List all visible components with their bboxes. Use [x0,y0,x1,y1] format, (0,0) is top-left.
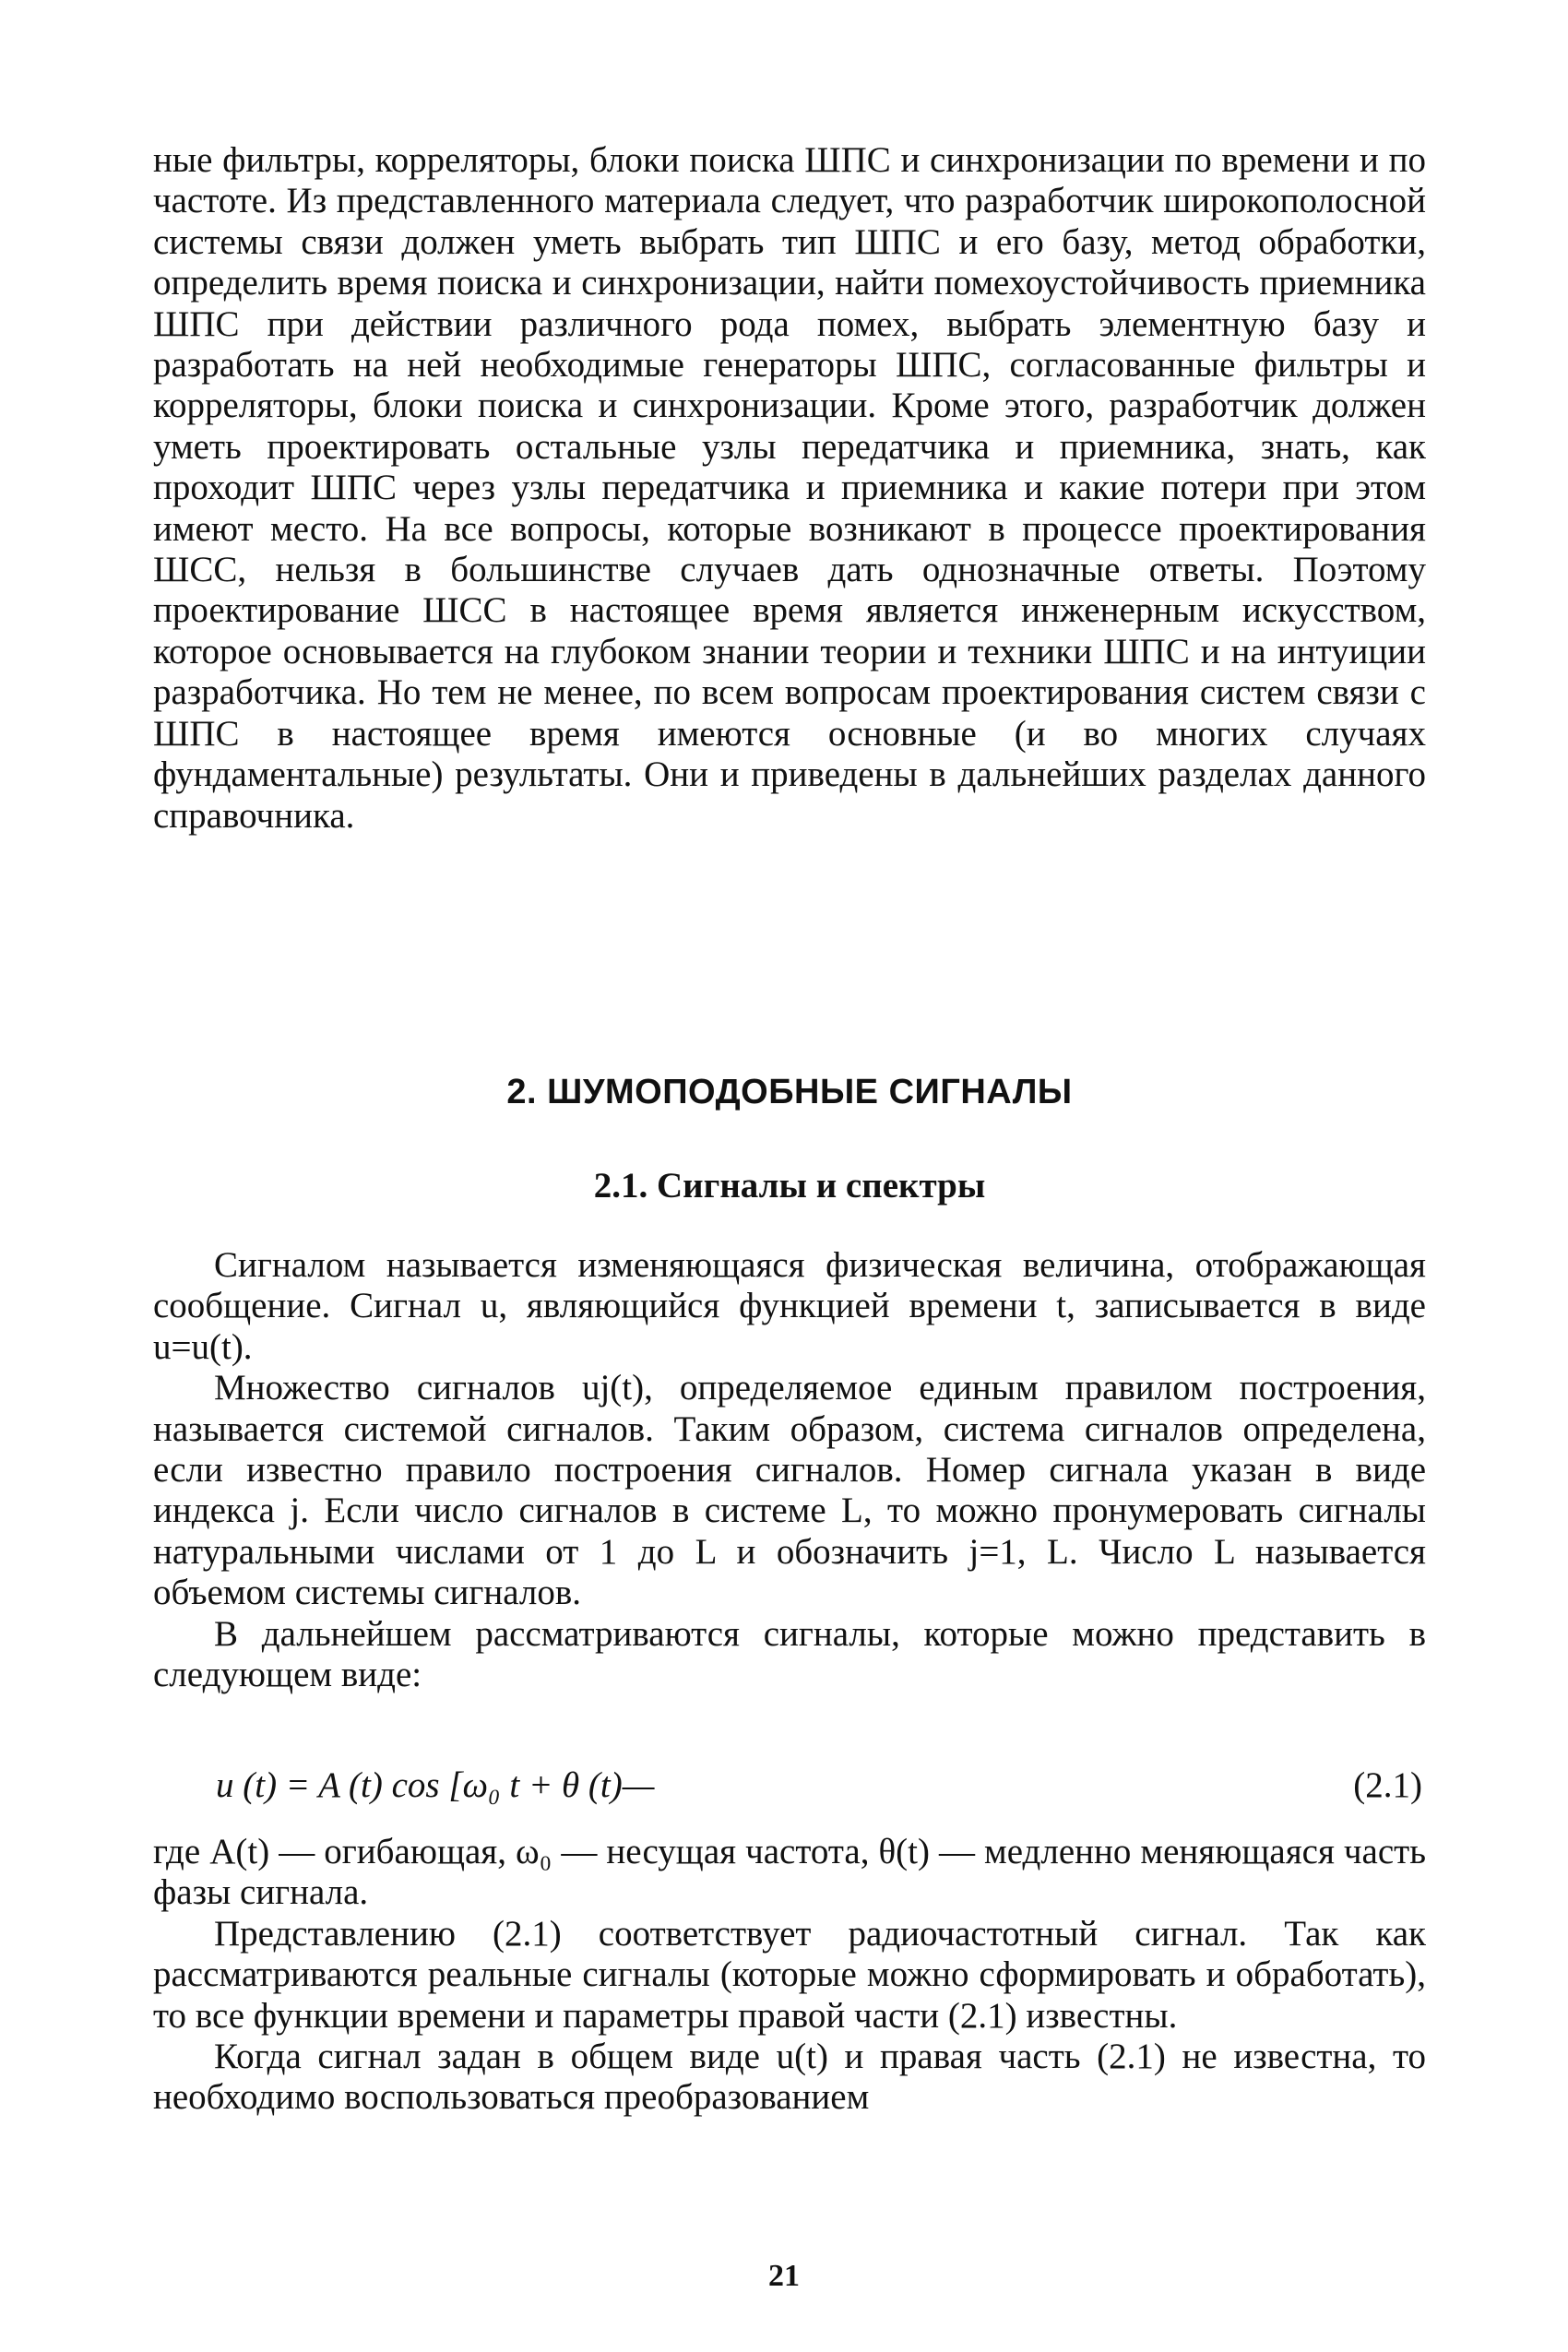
subsection-title: 2.1. Сигналы и спектры [593,1166,986,1206]
body-text-block [153,1245,1426,1695]
paragraph-general-form: Когда сигнал задан в общем виде u(t) и правая часть (2.1) не известна, то необходимо воспользоваться преобразованием [153,2037,1426,2118]
paragraph-signal-system: Множество сигналов uj(t), определяемое единым правилом построения, называется системой сигналов. Таким образом, система сигналов определена, если известно правило построения сигналов. Номер сигнала указан в виде индекса j. Если число сигналов в системе L, то можно пронумеровать сигналы натуральными числами от 1 до L и обозначить j=1, L. Число L называется объемом системы сигналов. [153,1368,1426,1613]
equation-number: (2.1) [1353,1765,1422,1805]
page-number: 21 [768,2259,800,2293]
paragraph-radio-signal: Представлению (2.1) соответствует радиочастотный сигнал. Так как рассматриваются реальные сигналы (которые можно сформировать и обработать), то все функции времени и параметры правой части (2.1) известны. [153,1913,1426,2036]
paragraph-envelope: где A(t) — огибающая, ω₀ — несущая частота, θ(t) — медленно меняющаяся часть фазы сигнала. [153,1832,1426,1913]
section-title: 2. ШУМОПОДОБНЫЕ СИГНАЛЫ [506,1073,1073,1111]
equation-expression: u (t) = A (t) cos [ω₀ t + θ (t)— [216,1765,655,1805]
paragraph-representation: В дальнейшем рассматриваются сигналы, которые можно представить в следующем виде: [153,1613,1426,1695]
intro-paragraph: ные фильтры, корреляторы, блоки поиска ШПС и синхронизации по времени и по частоте. Из представленного материала следует, что разработчик широкополосной системы связи должен уметь выбрать тип ШПС и его базу, метод обработки, определить время поиска и синхронизации, найти помехоустойчивость приемника ШПС при действии различного рода помех, выбрать элементную базу и разработать на ней необходимые генераторы ШПС, согласованные фильтры и корреляторы, блоки поиска и синхронизации. Кроме этого, разработчик должен уметь проектировать остальные узлы передатчика и приемника, знать, как проходит ШПС через узлы передатчика и приемника и какие потери при этом имеют место. На все вопросы, которые возникают в процессе проектирования ШСС, нельзя в большинстве случаев дать однозначные ответы. Поэтому проектирование ШСС в настоящее время является инженерным искусством, которое основывается на глубоком знании теории и техники ШПС и на интуиции разработчика. Но тем не менее, по всем вопросам проектирования систем связи с ШПС в настоящее время имеются основные (и во многих случаях фундаментальные) результаты. Они и приведены в дальнейших разделах данного справочника. [153,140,1426,836]
intro-paragraph-block [153,140,1426,837]
paragraph-signal-definition: Сигналом называется изменяющаяся физическая величина, отображающая сообщение. Сигнал u, являющийся функцией времени t, записывается в виде u=u(t). [153,1245,1426,1367]
post-formula-block [153,1832,1426,2119]
